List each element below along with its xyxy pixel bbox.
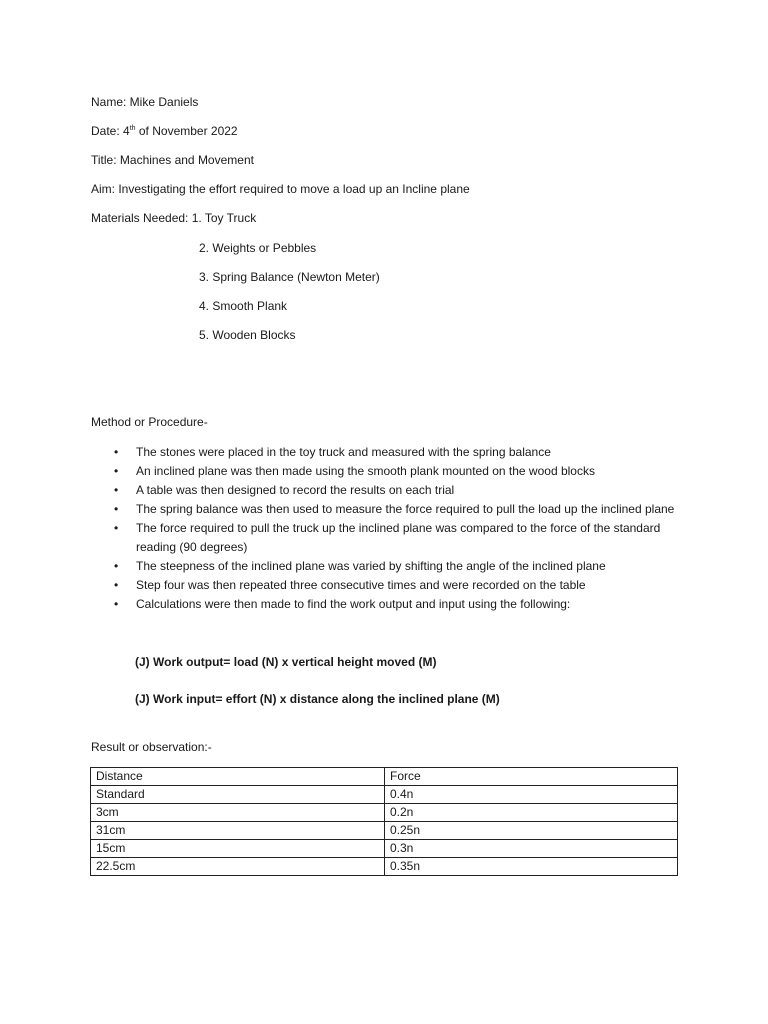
force-cell: 0.2n: [385, 804, 678, 822]
bullet-icon: •: [114, 578, 119, 592]
bullet-icon: •: [114, 445, 119, 459]
material-item: 1. Toy Truck: [191, 211, 257, 225]
method-step: [112, 481, 682, 500]
force-cell: 0.4n: [385, 786, 678, 804]
materials-line: [91, 210, 256, 226]
bullet-icon: •: [114, 502, 119, 516]
method-step: [112, 462, 682, 481]
method-step: [112, 500, 682, 519]
title-line: Title: Machines and Movement: [91, 153, 254, 167]
bullet-icon: •: [114, 597, 119, 611]
table-header-cell: Force: [385, 768, 678, 786]
table-header-cell: Distance: [91, 768, 385, 786]
method-step-text: An inclined plane was then made using the smooth plank mounted on the wood blocks: [136, 464, 595, 478]
table-header-row: [91, 768, 678, 786]
method-steps-list: [112, 443, 682, 614]
method-step: [112, 557, 682, 576]
bullet-icon: •: [114, 464, 119, 478]
results-table: [90, 767, 678, 876]
distance-cell: 31cm: [91, 822, 385, 840]
work-output-formula: (J) Work output= load (N) x vertical height moved (M): [135, 655, 437, 669]
distance-cell: 3cm: [91, 804, 385, 822]
material-item: 5. Wooden Blocks: [199, 328, 296, 342]
method-step-text: The force required to pull the truck up the inclined plane was compared to the force of the standard reading (90 degrees): [136, 521, 661, 554]
date-superscript: th: [129, 125, 136, 132]
distance-cell: 22.5cm: [91, 858, 385, 876]
method-step: [112, 576, 682, 595]
bullet-icon: •: [114, 521, 119, 535]
method-step-text: The stones were placed in the toy truck and measured with the spring balance: [136, 445, 551, 459]
aim-line: Aim: Investigating the effort required to move a load up an Incline plane: [91, 182, 470, 196]
method-step-text: The steepness of the inclined plane was varied by shifting the angle of the inclined plane: [136, 559, 606, 573]
method-step-text: A table was then designed to record the results on each trial: [136, 483, 455, 497]
method-step-text: Step four was then repeated three consecutive times and were recorded on the table: [136, 578, 586, 592]
materials-label: Materials Needed:: [91, 211, 192, 225]
material-item: 4. Smooth Plank: [199, 299, 288, 313]
method-heading: Method or Procedure-: [91, 415, 208, 429]
force-cell: 0.35n: [385, 858, 678, 876]
table-row: [91, 858, 678, 876]
bullet-icon: •: [114, 483, 119, 497]
table-row: [91, 804, 678, 822]
method-step-text: Calculations were then made to find the work output and input using the following:: [136, 597, 571, 611]
date-line: [91, 123, 238, 139]
force-cell: 0.3n: [385, 840, 678, 858]
distance-cell: Standard: [91, 786, 385, 804]
work-input-formula: (J) Work input= effort (N) x distance along the inclined plane (M): [135, 692, 500, 706]
method-step: [112, 519, 682, 557]
force-cell: 0.25n: [385, 822, 678, 840]
name-line: Name: Mike Daniels: [91, 95, 199, 109]
material-item: 2. Weights or Pebbles: [199, 241, 317, 255]
material-item: 3. Spring Balance (Newton Meter): [199, 270, 380, 284]
method-step-text: The spring balance was then used to measure the force required to pull the load up the inclined plane: [136, 502, 675, 516]
distance-cell: 15cm: [91, 840, 385, 858]
date-prefix: Date: 4: [91, 124, 130, 138]
table-row: [91, 840, 678, 858]
bullet-icon: •: [114, 559, 119, 573]
method-step: [112, 595, 682, 614]
table-row: [91, 786, 678, 804]
results-heading: Result or observation:-: [91, 740, 212, 754]
table-row: [91, 822, 678, 840]
method-step: [112, 443, 682, 462]
date-suffix: of November 2022: [135, 124, 238, 138]
